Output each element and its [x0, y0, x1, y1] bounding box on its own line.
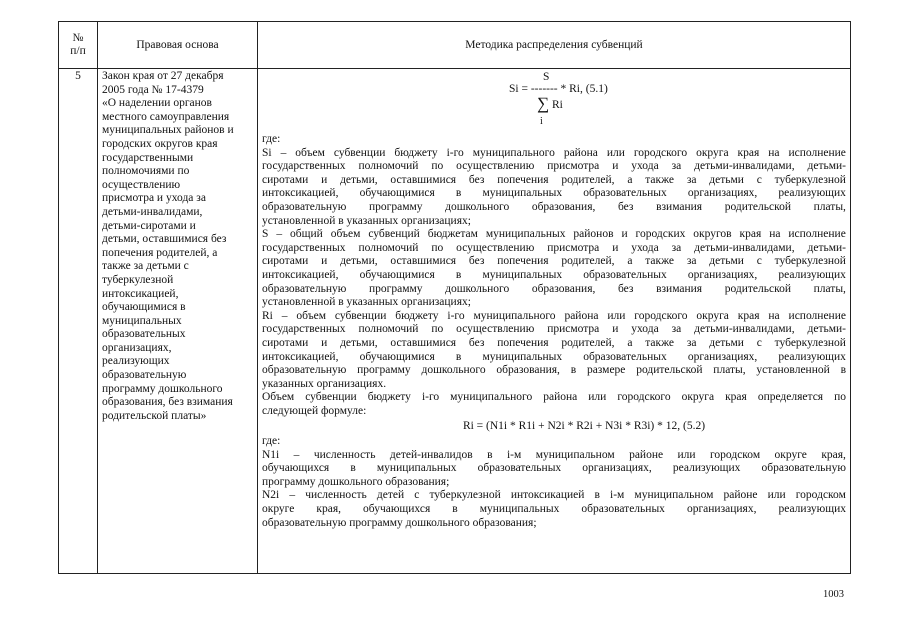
text-line: интоксикацией, обучающимися в муниципальных образовательных организациях, реализующих: [262, 350, 846, 363]
legal-basis-line: государственными: [102, 151, 194, 164]
text-line: установленной в указанных организациях;: [262, 214, 471, 227]
formula-denominator: Ri: [552, 99, 563, 111]
text-line: сиротами и детьми, оставшимися без попечения родителей, а также за детьми с туберкулезной: [262, 336, 846, 349]
text-line: S – общий объем субвенций бюджетам муниципальных районов и городских округов края на исполнение: [262, 228, 846, 241]
n1-definition: [262, 449, 846, 490]
formula-5-1: [262, 71, 846, 133]
text-line: образовательную программу дошкольного образования, в размере родительской платы, установленной в: [262, 364, 846, 377]
legal-basis-line: интоксикацией,: [102, 287, 179, 300]
text-line: указанных организациях.: [262, 377, 387, 390]
legal-basis-line: реализующих: [102, 355, 170, 368]
legal-basis-line: попечения родителей, а: [102, 246, 218, 259]
text-line: Объем субвенции бюджету i-го муниципального района или городского округа края определяется по: [262, 391, 846, 404]
text-line: N2i – численность детей с туберкулезной интоксикацией в i-м муниципальном районе или городском: [262, 489, 846, 502]
text-line: государственных полномочий по осуществлению присмотра и ухода за детьми-инвалидами, детьми-: [262, 323, 846, 336]
text-line: обучающихся в муниципальных образовательных организациях, реализующих образовательную: [262, 462, 846, 475]
n2-definition: [262, 489, 846, 530]
header-number-line1: №: [72, 32, 84, 44]
text-line: Si – объем субвенции бюджету i-го муниципального района или городского округа края на исполнение: [262, 146, 846, 159]
legal-basis-line: присмотра и ухода за: [102, 192, 206, 205]
text-line: программу дошкольного образования;: [262, 475, 450, 488]
legal-basis-line: образования, без взимания: [102, 396, 233, 409]
si-definition: [262, 147, 846, 229]
methodology-cell: [258, 69, 851, 574]
legal-basis-line: родительской платы»: [102, 409, 207, 422]
text-line: Ri – объем субвенции бюджету i-го муниципального района или городского округа края на исполнение: [262, 309, 846, 322]
ri-definition: [262, 310, 846, 392]
text-line: государственных полномочий по осуществлению присмотра и ухода за детьми-инвалидами, детьми-: [262, 241, 846, 254]
legal-basis-line: туберкулезной: [102, 273, 174, 286]
text-line: интоксикацией, обучающимися в муниципальных образовательных организациях, реализующих: [262, 187, 846, 200]
header-number: [59, 22, 98, 69]
legal-basis-line: 2005 года № 17-4379: [102, 83, 204, 96]
legal-basis-line: образовательных: [102, 328, 186, 341]
legal-basis-line: муниципальных: [102, 314, 182, 327]
legal-basis-line: детьми-сиротами и: [102, 219, 196, 232]
header-row: [59, 22, 851, 69]
sum-index: i: [540, 116, 543, 127]
row-number: 5: [59, 69, 98, 574]
legal-basis-line: обучающимися в: [102, 301, 186, 314]
text-line: сиротами и детьми, оставшимися без попечения родителей, а также за детьми с туберкулезной: [262, 173, 846, 186]
legal-basis-line: осуществлению: [102, 178, 181, 191]
page-number: 1003: [823, 589, 844, 600]
legal-basis-line: образовательную: [102, 369, 187, 382]
legal-basis-line: «О наделении органов: [102, 97, 212, 110]
text-line: округе края, обучающихся в муниципальных образовательных организациях, реализующих: [262, 503, 846, 516]
formula-numerator: S: [543, 71, 550, 83]
legal-basis-line: также за детьми с: [102, 260, 189, 273]
header-methodology: Методика распределения субвенций: [258, 22, 851, 69]
legal-basis-line: Закон края от 27 декабря: [102, 70, 224, 82]
text-line: образовательную программу дошкольного образования, без взимания родительской платы,: [262, 282, 846, 295]
legal-basis-cell: [98, 69, 258, 574]
legal-basis-line: организациях,: [102, 341, 172, 354]
text-line: следующей формуле:: [262, 404, 367, 417]
formula-5-2: Ri = (N1i * R1i + N2i * R2i + N3i * R3i) * 12, (5.2): [462, 420, 706, 433]
text-line: образовательную программу дошкольного образования;: [262, 516, 537, 529]
header-legal-basis: Правовая основа: [98, 22, 258, 69]
sum-symbol: ∑: [537, 94, 550, 113]
formula-main: Si = ------- * Ri, (5.1): [509, 83, 608, 95]
legal-basis-line: муниципальных районов и: [102, 124, 234, 137]
text-line: установленной в указанных организациях;: [262, 296, 471, 309]
where-label-2: где:: [262, 435, 281, 448]
text-line: N1i – численность детей-инвалидов в i-м муниципальном районе или городском округе края,: [262, 448, 846, 461]
legal-basis-line: городских округов края: [102, 137, 218, 150]
legal-basis-line: местного самоуправления: [102, 110, 230, 123]
where-label: где:: [262, 133, 281, 145]
legal-basis-line: детьми, оставшимися без: [102, 233, 227, 246]
legal-basis-line: полномочиями по: [102, 165, 190, 178]
text-line: образовательную программу дошкольного образования, без взимания родительской платы,: [262, 200, 846, 213]
volume-paragraph: [262, 391, 846, 418]
text-line: сиротами и детьми, оставшимися без попечения родителей, а также за детьми с туберкулезной: [262, 255, 846, 268]
legal-basis-line: детьми-инвалидами,: [102, 205, 203, 218]
methodology-table: [58, 21, 851, 574]
legal-basis-text: [102, 70, 253, 423]
text-line: государственных полномочий по осуществлению присмотра и ухода за детьми-инвалидами, детьми-: [262, 160, 846, 173]
header-number-line2: п/п: [70, 45, 86, 57]
table-row: [59, 69, 851, 574]
text-line: интоксикацией, обучающимися в муниципальных образовательных организациях, реализующих: [262, 268, 846, 281]
legal-basis-line: программу дошкольного: [102, 382, 223, 395]
s-definition: [262, 228, 846, 310]
